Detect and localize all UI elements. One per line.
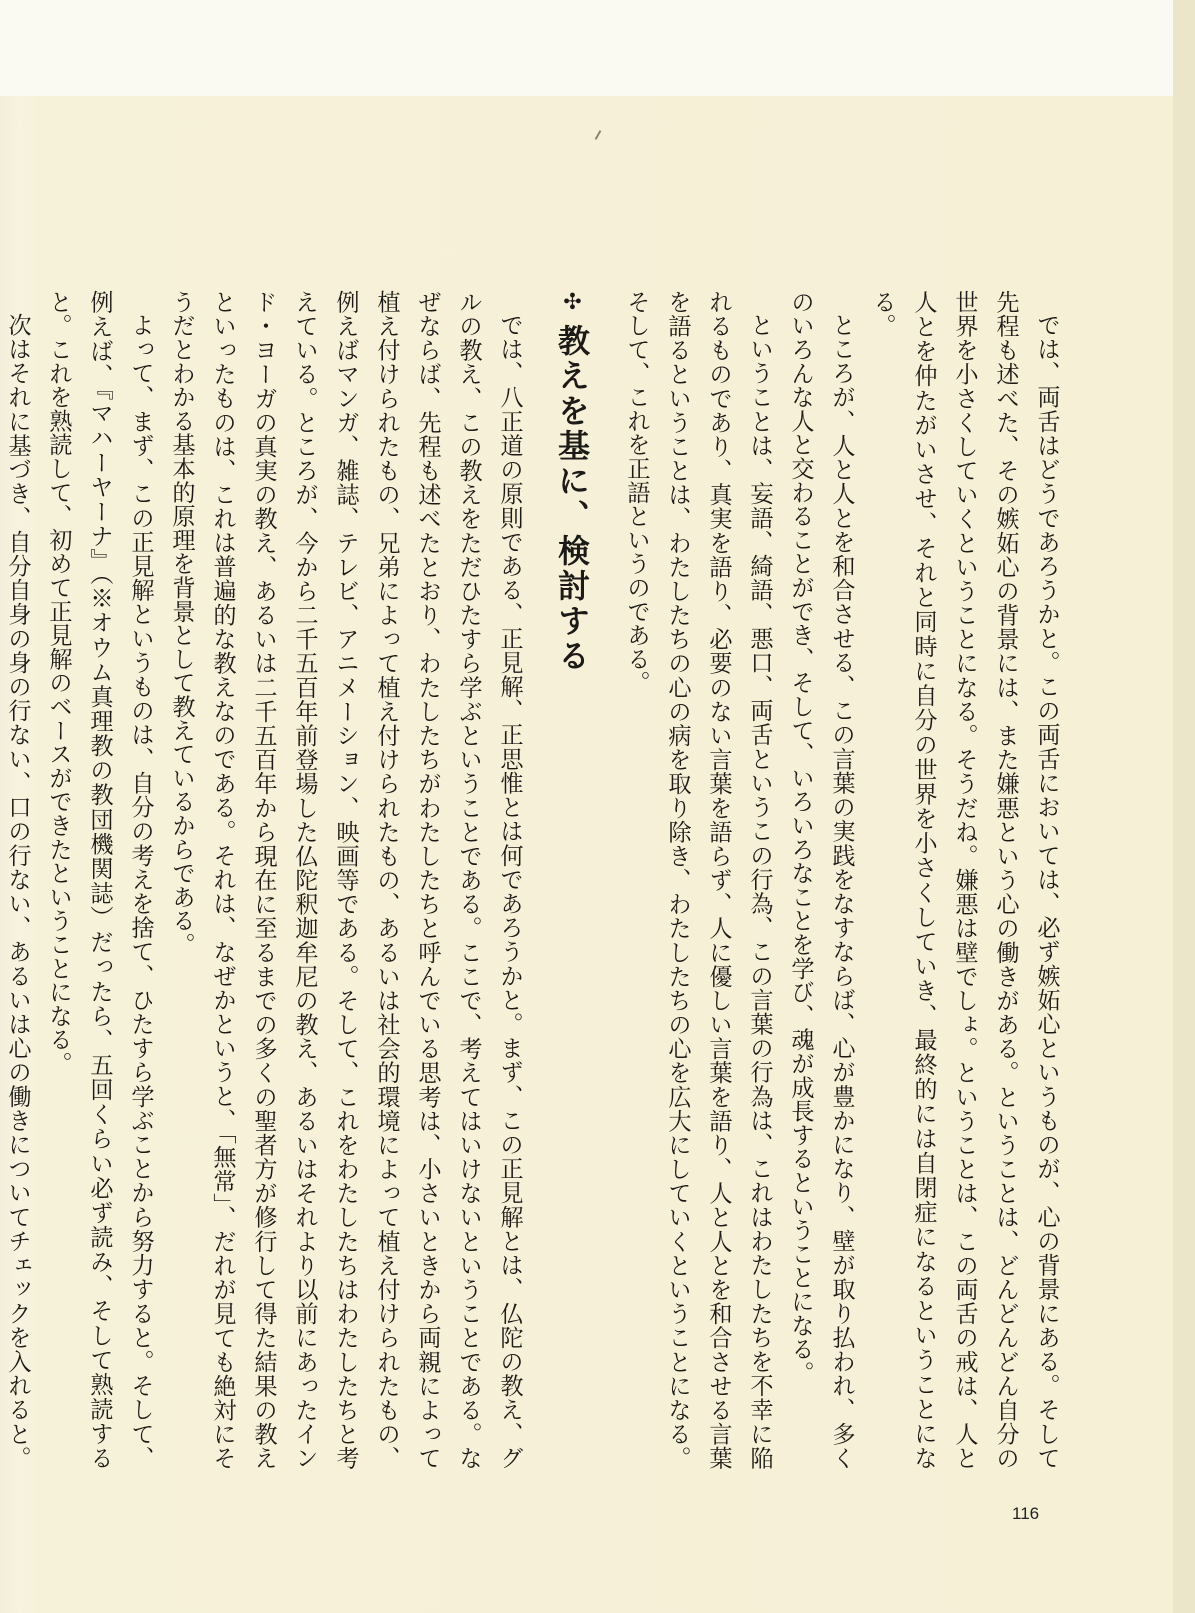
- paragraph: では、八正道の原則である、正見解、正思惟とは何であろうかと。まず、この正見解とは、仏陀の教え、グルの教え、この教えをただひたすら学ぶということである。ここで、考えてはいけないということである。なぜならば、先程も述べたとおり、わたしたちがわたしたちと呼んでいる思考は、小さいときから両親によって植え付けられたもの、兄弟によって植え付けられたもの、あるいは社会的環境によって植え付けられたもの、例えばマンガ、雑誌、テレビ、アニメーション、映画等である。そして、これをわたしたちはわたしたちと考えている。ところが、今から二千五百年前登場した仏陀釈迦牟尼の教え、あるいはそれより以前にあったインド・ヨーガの真実の教え、あるいは二千五百年から現在に至るまでの多くの聖者方が修行して得た結果の教えといったものは、これは普遍的な教えなのである。それは、なぜかというと、「無常」、だれが見ても絶対にそうだとわかる基本的原理を背景として教えているからである。: [168, 290, 523, 1470]
- paragraph: ということは、妄語、綺語、悪口、両舌というこの行為、この言葉の行為は、これはわたしたちを不幸に陥れるものであり、真実を語り、必要のない言葉を語らず、人に優しい言葉を語り、人と人とを和合させる言葉を語るということは、わたしたちの心の病を取り除き、わたしたちの心を広大にしていくということになる。そして、これを正語というのである。: [623, 290, 773, 1470]
- paragraph: 次はそれに基づき、自分自身の身の行ない、口の行ない、あるいは心の働きについてチェックを入れると。: [4, 313, 31, 1470]
- paragraph: ところが、人と人とを和合させる、この言葉の実践をなすならば、心が豊かになり、壁が取り払われ、多くのいろんな人と交わることができ、そして、いろいろなことを学び、魂が成長するということになる。: [787, 290, 855, 1470]
- ornament-icon: ✣: [560, 290, 585, 318]
- section-heading-block: [544, 290, 600, 1470]
- paragraph: よって、まず、この正見解というものは、自分の考えを捨て、ひたすら学ぶことから努力すると。そして、例えば、『マハーヤーナ』（※オウム真理教の教団機関誌）だったら、五回くらい必ず読み、そして熟読すると。これを熟読して、初めて正見解のベースができたということになる。: [45, 290, 154, 1470]
- page-number: 116: [1012, 1504, 1040, 1523]
- paragraph: では、両舌はどうであろうかと。この両舌においては、必ず嫉妬心というものが、心の背景にある。そして先程も述べた、その嫉妬心の背景には、また嫌悪という心の働きがある。ということは、どんどんどん自分の世界を小さくしていくということになる。そうだね。嫌悪は壁でしょ。ということは、この両舌の戒は、人と人とを仲たがいさせ、それと同時に自分の世界を小さくしていき、最終的には自閉症になるということになる。: [869, 290, 1060, 1470]
- section-heading-text: 教えを基に、検討する: [553, 324, 591, 674]
- vertical-body-text: [4, 290, 1067, 1470]
- section-heading: [544, 290, 600, 1470]
- page-edge: [1173, 0, 1195, 1613]
- page-top-margin: [0, 0, 1195, 96]
